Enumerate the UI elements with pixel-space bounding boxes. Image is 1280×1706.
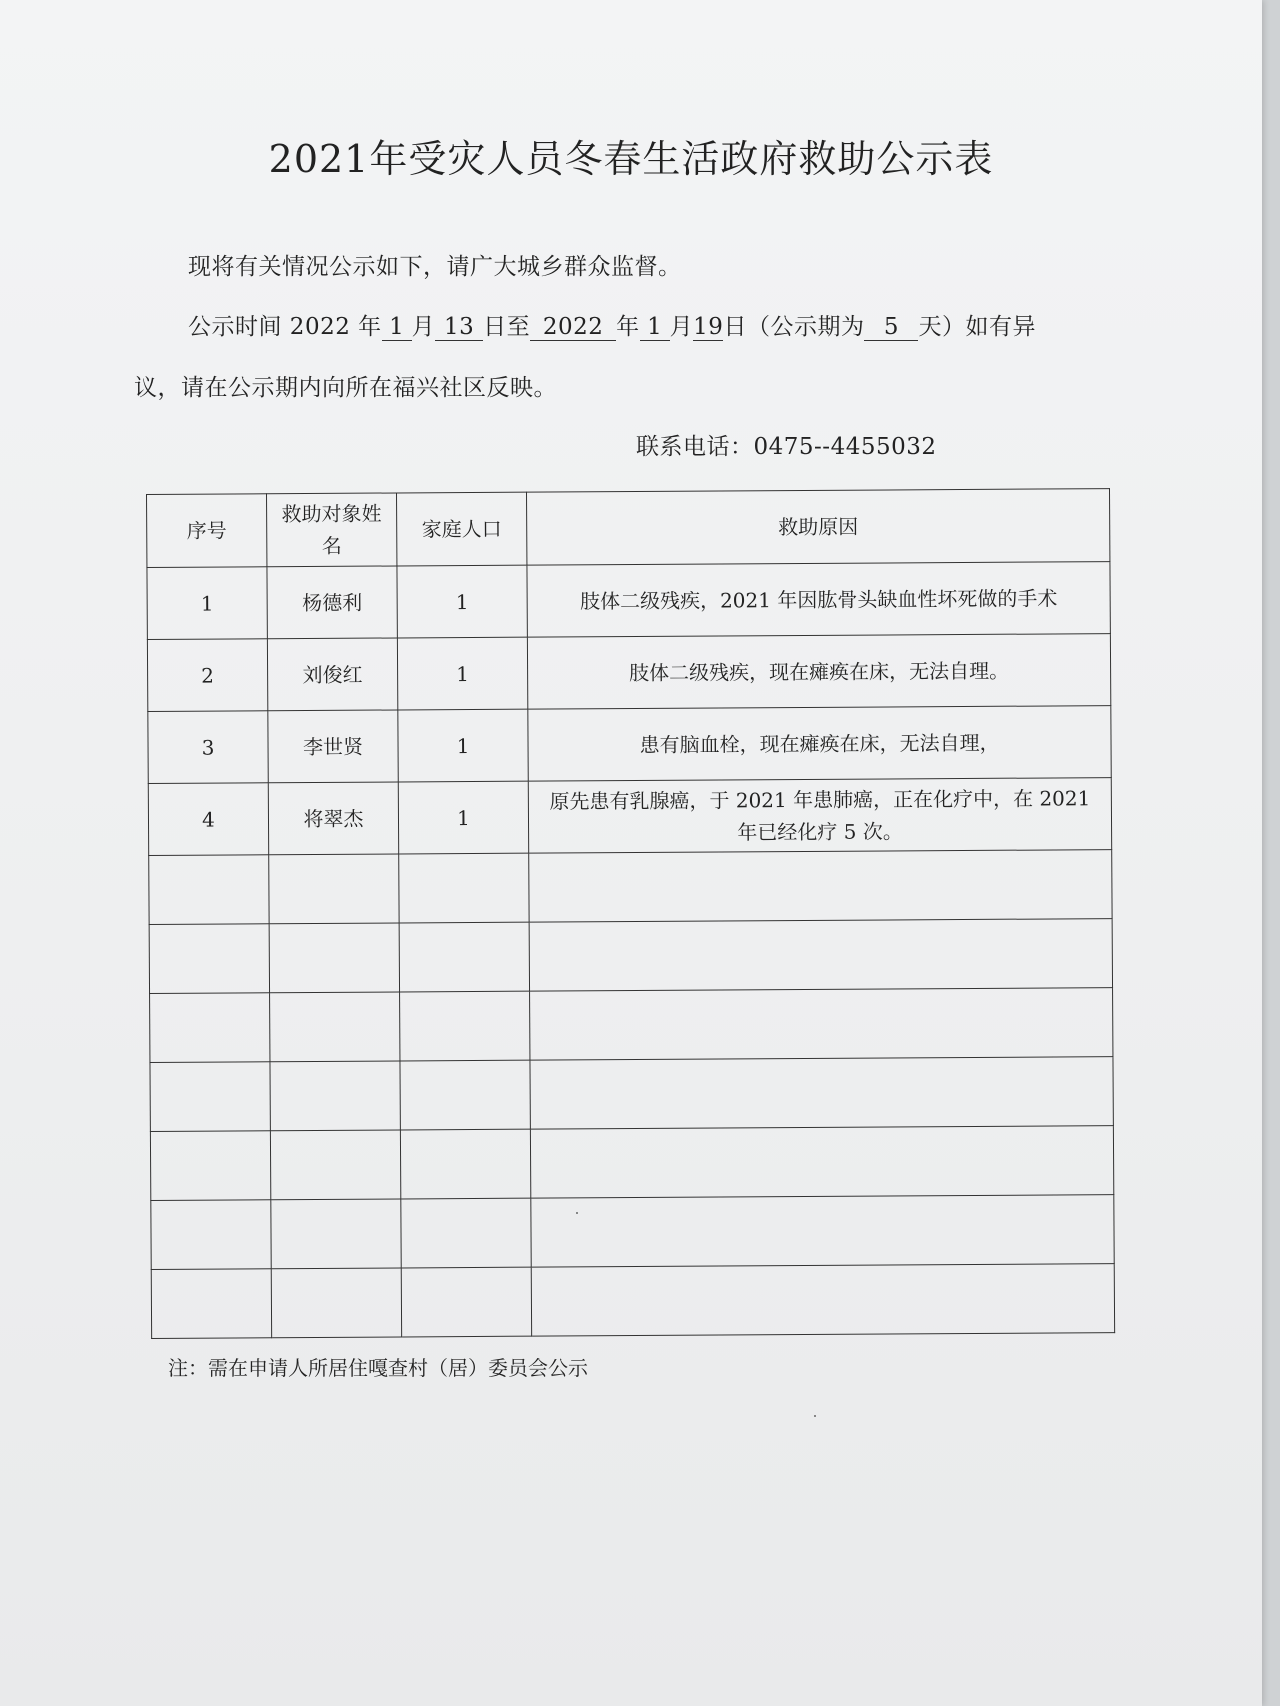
empty-cell	[399, 922, 529, 992]
cell-reason: 患有脑血栓，现在瘫痪在床，无法自理，	[528, 706, 1111, 782]
table-header-row	[147, 489, 1110, 568]
paper-speck	[576, 1212, 578, 1214]
to-label: 日至	[483, 314, 531, 340]
empty-cell	[149, 855, 269, 925]
cell-seq: 4	[148, 783, 268, 856]
table-row	[148, 706, 1111, 784]
empty-cell	[530, 1057, 1113, 1130]
empty-cell	[529, 919, 1112, 992]
end-day: 19	[693, 314, 724, 340]
table-row	[148, 778, 1111, 856]
empty-cell	[401, 1267, 531, 1337]
empty-cell	[150, 1062, 270, 1132]
end-month: 1	[640, 315, 670, 341]
period-line	[188, 308, 1036, 341]
empty-cell	[530, 988, 1113, 1061]
empty-cell	[400, 991, 530, 1061]
continuation-line: 议，请在公示期内向所在福兴社区反映。	[134, 375, 557, 401]
header-seq: 序号	[147, 494, 267, 568]
empty-cell	[529, 850, 1112, 923]
cell-household: 1	[398, 709, 528, 782]
empty-cell	[401, 1198, 531, 1268]
empty-cell	[150, 993, 270, 1063]
empty-cell	[400, 1060, 530, 1130]
cell-seq: 1	[147, 567, 267, 640]
empty-table-row	[149, 850, 1112, 925]
empty-cell	[270, 992, 400, 1062]
empty-table-row	[150, 1126, 1113, 1201]
intro-paragraph: 现将有关情况公示如下，请广大城乡群众监督。	[188, 254, 682, 280]
empty-table-row	[150, 1057, 1113, 1132]
period-suffix: 天）如有异	[918, 314, 1036, 340]
empty-cell	[271, 1268, 401, 1338]
table-row	[147, 634, 1110, 712]
start-day: 13	[435, 315, 483, 341]
cell-name: 刘俊红	[267, 638, 397, 711]
cell-name: 将翠杰	[268, 782, 398, 855]
cell-name: 李世贤	[268, 710, 398, 783]
header-household: 家庭人口	[396, 492, 526, 566]
cell-name: 杨德利	[267, 566, 397, 639]
period-days: 5	[864, 315, 918, 341]
empty-cell	[399, 853, 529, 923]
empty-cell	[531, 1195, 1114, 1268]
year-label: 年	[616, 314, 640, 340]
empty-table-row	[150, 988, 1113, 1063]
period-prefix: 公示时间 2022 年	[188, 314, 382, 340]
empty-cell	[271, 1199, 401, 1269]
header-name: 救助对象姓名	[267, 493, 397, 567]
empty-table-row	[151, 1264, 1114, 1339]
month-label-2: 月	[669, 314, 694, 340]
relief-table	[146, 488, 1115, 1339]
empty-cell	[270, 1061, 400, 1131]
start-month: 1	[382, 315, 412, 341]
cell-reason: 原先患有乳腺癌，于 2021 年患肺癌，正在化疗中，在 2021 年已经化疗 5 次。	[528, 778, 1111, 854]
cell-reason: 肢体二级残疾，2021 年因肱骨头缺血性坏死做的手术	[527, 562, 1110, 638]
cell-reason: 肢体二级残疾，现在瘫痪在床，无法自理。	[527, 634, 1110, 710]
cell-household: 1	[398, 781, 528, 854]
end-year: 2022	[530, 315, 616, 341]
empty-cell	[269, 923, 399, 993]
empty-cell	[151, 1200, 271, 1270]
empty-cell	[149, 924, 269, 994]
cell-household: 1	[397, 637, 527, 710]
empty-table-row	[151, 1195, 1114, 1270]
footnote: 注：需在申请人所居住嘎查村（居）委员会公示	[168, 1356, 588, 1380]
empty-cell	[150, 1131, 270, 1201]
empty-table-row	[149, 919, 1112, 994]
period-days-prefix: 日（公示期为	[723, 314, 865, 340]
table-row	[147, 562, 1110, 640]
empty-cell	[270, 1130, 400, 1200]
paper-speck	[814, 1415, 816, 1417]
header-reason: 救助原因	[526, 489, 1109, 566]
empty-cell	[269, 854, 399, 924]
document-title: 2021年受灾人员冬春生活政府救助公示表	[268, 137, 994, 181]
empty-cell	[530, 1126, 1113, 1199]
month-label: 月	[411, 314, 436, 340]
empty-cell	[151, 1269, 271, 1339]
empty-cell	[531, 1264, 1114, 1337]
contact-phone: 联系电话：0475--4455032	[636, 434, 937, 460]
cell-seq: 2	[147, 639, 267, 712]
cell-seq: 3	[148, 711, 268, 784]
cell-household: 1	[397, 565, 527, 638]
empty-cell	[400, 1129, 530, 1199]
